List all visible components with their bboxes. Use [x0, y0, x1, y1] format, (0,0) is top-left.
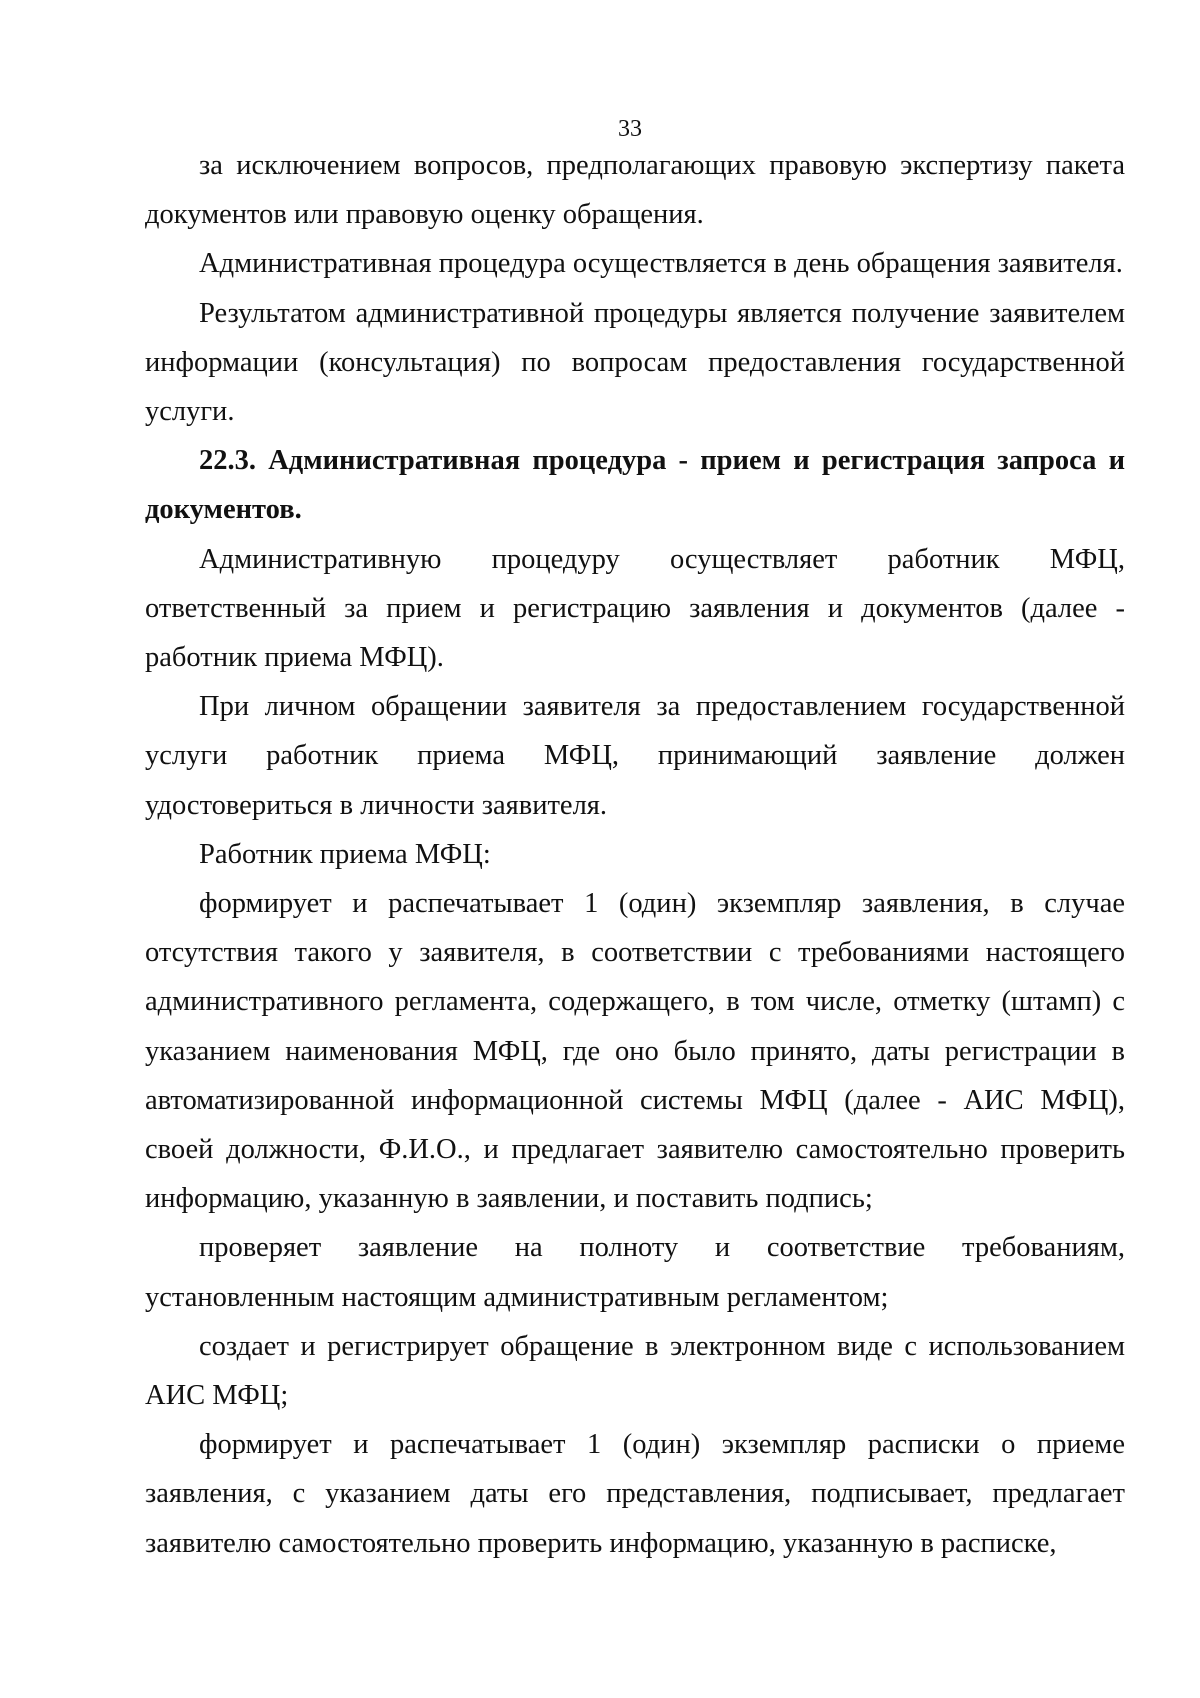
document-body	[145, 141, 1125, 1568]
paragraph-print-application: формирует и распечатывает 1 (один) экземпляр заявления, в случае отсутствия такого у заявителя, в соответствии с требованиями настоящего административного регламента, содержащего, в том числе, отметку (штамп) с указанием наименования МФЦ, где оно было принято, даты регистрации в автоматизированной информационной системы МФЦ (далее - АИС МФЦ), своей должности, Ф.И.О., и предлагает заявителю самостоятельно проверить информацию, указанную в заявлении, и поставить подпись;	[145, 888, 1125, 1215]
paragraph-check-application: проверяет заявление на полноту и соответствие требованиям, установленным настоящим административным регламентом;	[145, 1232, 1125, 1313]
page-number: 33	[618, 116, 642, 142]
paragraph-register-request: создает и регистрирует обращение в электронном виде с использованием АИС МФЦ;	[145, 1330, 1125, 1412]
paragraph-worker-intro: Работник приема МФЦ:	[199, 838, 491, 870]
paragraph-procedure-day: Административная процедура осуществляется в день обращения заявителя.	[199, 248, 1123, 280]
paragraph-exclusion: за исключением вопросов, предполагающих правовую экспертизу пакета документов или правовую оценку обращения.	[145, 150, 1125, 231]
paragraph-identity-check: При личном обращении заявителя за предоставлением государственной услуги работник приема МФЦ, принимающий заявление должен удостовериться в личности заявителя.	[145, 691, 1125, 821]
paragraph-procedure-result: Результатом административной процедуры является получение заявителем информации (консультация) по вопросам предоставления государственной услуги.	[145, 297, 1125, 428]
section-heading-22-3: 22.3. Административная процедура - прием и регистрация запроса и документов.	[145, 445, 1125, 526]
paragraph-responsible-worker: Административную процедуру осуществляет работник МФЦ, ответственный за прием и регистрацию заявления и документов (далее - работник приема МФЦ).	[145, 543, 1125, 674]
paragraph-print-receipt: формирует и распечатывает 1 (один) экземпляр расписки о приеме заявления, с указанием даты его представления, подписывает, предлагает заявителю самостоятельно проверить информацию, указанную в расписке,	[145, 1429, 1125, 1559]
